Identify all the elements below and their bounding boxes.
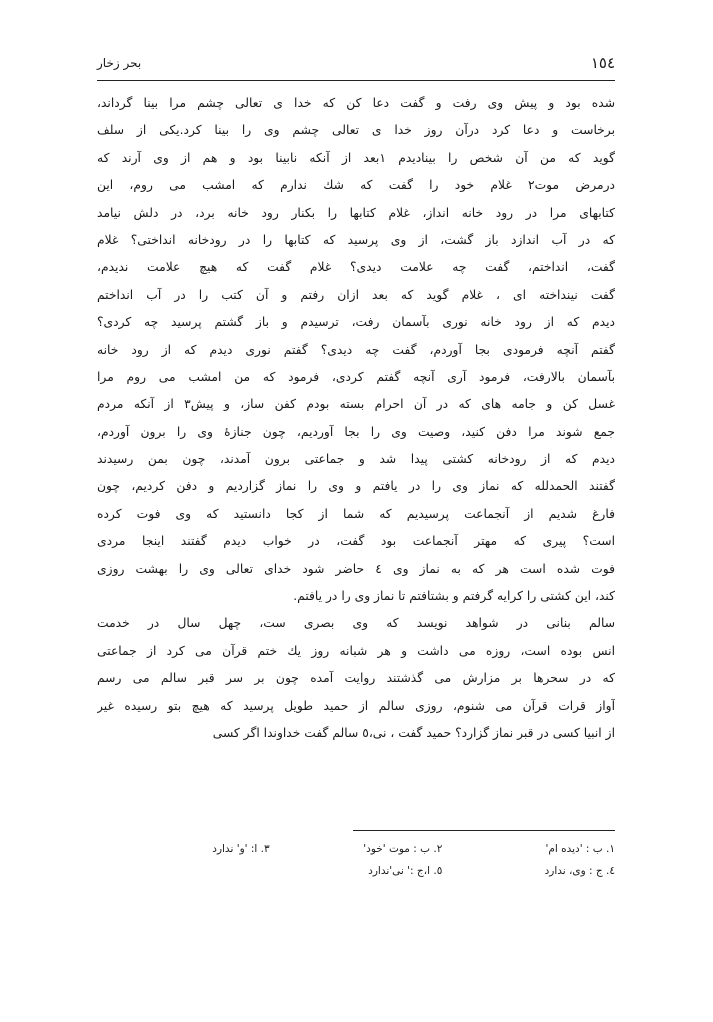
- text-line: که در سحرها بر مزارش می گذشتند روایت آمده چون بر سر قبر سالم می رسم: [97, 671, 615, 686]
- text-line: فوت شده است هر که به نماز وی ٤ حاضر شود خدای تعالی وی را بهشت روزی: [97, 561, 615, 576]
- text-line: فارغ شدیم از آنجماعت پرسیدیم که شما از کجا دانستید که وی فوت کرده: [97, 506, 615, 521]
- page-header: [97, 54, 615, 76]
- footnote-4: ٤. ج : وی، ندارد: [544, 865, 615, 877]
- footnotes: [97, 838, 615, 882]
- footnote-5: ٥. ا،ج :' نی'ندارد: [368, 865, 443, 877]
- text-line: است؟ پیری که مهتر آنجماعت بود گفت، در خواب دیدم گفتند اینجا مردی: [97, 534, 615, 549]
- footnote-row: [97, 838, 615, 860]
- text-line: کند، این کشتی را کرایه گرفتم و بشتافتم تا نماز وی را در یافتم.: [293, 589, 615, 604]
- text-line: بآسمان بالارفت، فرمود آری آنچه گفتم کردی، فرمود که من امشب می روم مرا: [97, 369, 615, 384]
- footnote-1: ١. ب : 'دیده ام': [545, 843, 615, 855]
- text-line: درمرض موت٢ غلام خود را گفت که شك ندارم که امشب می روم، این: [97, 178, 615, 193]
- running-title: بحر زخار: [97, 56, 142, 70]
- text-line: جمع شوند مرا دفن کنید، وصیت وی را بجا آوردیم، چون جنازهٔ وی را برون آوردم،: [97, 424, 615, 439]
- text-line: غسل کن و جامه های که در آن احرام بسته بودم کفن ساز، و پیش٣ از آنکه مردم: [97, 397, 615, 412]
- text-line: سالم بنانی در شواهد نویسد که وی بصری ست، چهل سال در خدمت: [97, 616, 615, 631]
- text-line: دیدم که از رودخانه کشتی پیدا شد و جماعتی برون آمدند، چون بمن رسیدند: [97, 452, 615, 467]
- text-line: که در آب اندازد باز گشت، از وی پرسید که کتابها را در رودخانه انداختی؟ غلام: [97, 232, 615, 247]
- text-line: گوید که من آن شخص را بینادیدم ١بعد از آنکه نابینا بود و هم از وی آرند که: [97, 150, 615, 165]
- body-text: [97, 90, 615, 747]
- footnote-row: [97, 860, 615, 882]
- text-line: کتابهای مرا در رود خانه انداز، غلام کتابها را بکنار رود خانه برد، در دلش نیامد: [97, 205, 615, 220]
- text-line: گفت نینداخته ای ، غلام گوید که بعد ازان رفتم و آن کتب را در آب انداختم: [97, 287, 615, 302]
- text-line: شده بود و پیش وی رفت و گفت دعا کن که خدا ی تعالی چشم مرا بینا گرداند،: [97, 96, 615, 110]
- page-number: ١٥٤: [590, 54, 615, 72]
- footnote-2: ٢. ب : موت 'خود': [363, 843, 443, 855]
- text-line: انس بوده است، روزه می داشت و هر شبانه روز یك ختم قرآن می کرد از جماعتی: [97, 643, 615, 658]
- text-line: برخاست و دعا کرد درآن روز خدا ی تعالی چشم وی را بینا کرد.یکی از سلف: [97, 123, 615, 138]
- header-rule: [97, 80, 615, 81]
- text-line: گفتم آنچه فرمودی بجا آوردم، گفت چه دیدی؟ گفتم نوری دیدم که از رود خانه: [97, 342, 615, 357]
- text-line: گفت، انداختم، گفت چه علامت دیدی؟ غلام گفت که هیچ علامت ندیدم،: [97, 260, 615, 275]
- footnote-rule: [353, 830, 615, 831]
- text-line: آواز قرات قرآن می شنوم، روزی سالم از حمید طویل پرسید که هیچ بتو رسیده غیر: [97, 698, 615, 713]
- text-line: دیدم که از رود خانه نوری بآسمان رفت، ترسیدم و باز گشتم پرسید چه کردی؟: [97, 315, 615, 330]
- footnote-3: ٣. ا: 'و' ندارد: [212, 843, 270, 855]
- text-line: گفتند الحمدلله که نماز وی را در یافتم و وی را نماز گزاردیم و دفن کردیم، چون: [97, 479, 615, 494]
- text-line: از انبیا کسی در قبر نماز گزارد؟ حمید گفت ، نی،٥ سالم گفت خداوندا اگر کسی: [212, 725, 615, 740]
